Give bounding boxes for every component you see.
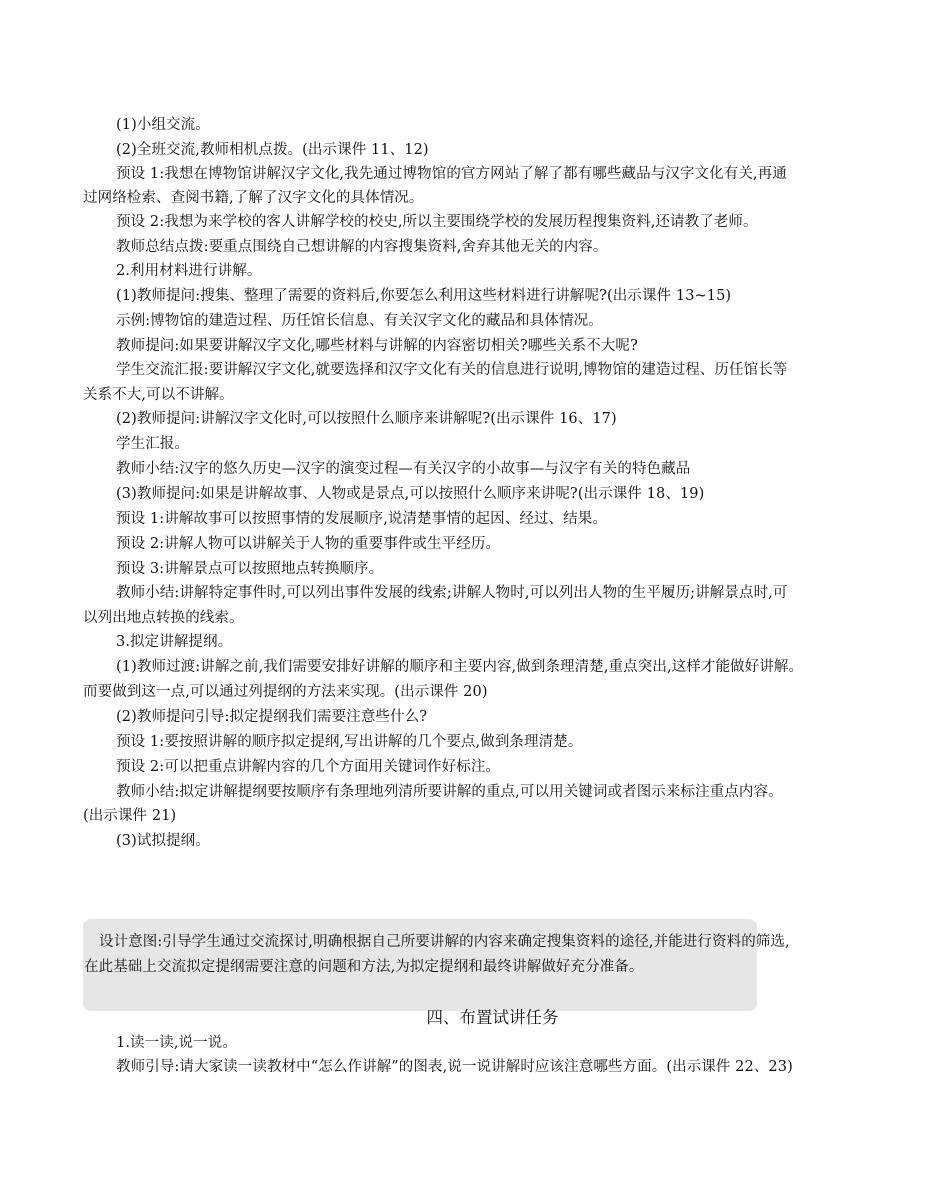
paragraph: (1)小组交流。 xyxy=(116,117,210,133)
paragraph: 教师引导:请大家读一读教材中“怎么作讲解”的图表,说一说讲解时应该注意哪些方面。(出示课件 22、23) xyxy=(116,1059,793,1075)
paragraph: (2)教师提问:讲解汉字文化时,可以按照什么顺序来讲解呢?(出示课件 16、17) xyxy=(116,411,617,427)
paragraph: (2)全班交流,教师相机点拨。(出示课件 11、12) xyxy=(116,142,429,158)
paragraph: 预设 2:可以把重点讲解内容的几个方面用关键词作好标注。 xyxy=(116,759,501,775)
subheading: 2.利用材料进行讲解。 xyxy=(116,263,262,279)
subheading: 3.拟定讲解提纲。 xyxy=(116,634,233,650)
paragraph: 教师小结:汉字的悠久历史—汉字的演变过程—有关汉字的小故事—与汉字有关的特色藏品 xyxy=(116,461,691,477)
paragraph: 预设 2:我想为来学校的客人讲解学校的校史,所以主要围绕学校的发展历程搜集资料,还请教了老师。 xyxy=(116,214,758,230)
paragraph: (1)教师提问:搜集、整理了需要的资料后,你要怎么利用这些材料进行讲解呢?(出示课件 13~15) xyxy=(116,288,732,304)
paragraph: 预设 1:要按照讲解的顺序拟定提纲,写出讲解的几个要点,做到条理清楚。 xyxy=(116,734,583,750)
paragraph: 学生交流汇报:要讲解汉字文化,就要选择和汉字文化有关的信息进行说明,博物馆的建造过程、历任馆长等 xyxy=(116,362,788,378)
paragraph: 教师小结:讲解特定事件时,可以列出事件发展的线索;讲解人物时,可以列出人物的生平履历;讲解景点时,可 xyxy=(116,585,788,601)
paragraph: 教师小结:拟定讲解提纲要按顺序有条理地列清所要讲解的重点,可以用关键词或者图示来标注重点内容。 xyxy=(116,784,783,800)
paragraph: 预设 1:我想在博物馆讲解汉字文化,我先通过博物馆的官方网站了解了都有哪些藏品与汉字文化有关,再通 xyxy=(116,166,787,182)
paragraph-continuation: 而要做到这一点,可以通过列提纲的方法来实现。(出示课件 20) xyxy=(83,684,488,700)
paragraph: (1)教师过渡:讲解之前,我们需要安排好讲解的顺序和主要内容,做到条理清楚,重点突出,这样才能做好讲解。 xyxy=(116,659,804,675)
paragraph: (2)教师提问引导:拟定提纲我们需要注意些什么? xyxy=(116,709,428,725)
paragraph: 学生汇报。 xyxy=(116,436,189,452)
paragraph: 示例:博物馆的建造过程、历任馆长信息、有关汉字文化的藏品和具体情况。 xyxy=(116,313,603,329)
paragraph: 教师总结点拨:要重点围绕自己想讲解的内容搜集资料,舍弃其他无关的内容。 xyxy=(116,239,608,255)
design-intent-text: 设计意图:引导学生通过交流探讨,明确根据自己所要讲解的内容来确定搜集资料的途径,并能进行资料的筛选, xyxy=(99,934,790,950)
subheading: 1.读一读,说一说。 xyxy=(116,1035,237,1051)
paragraph: 预设 1:讲解故事可以按照事情的发展顺序,说清楚事情的起因、经过、结果。 xyxy=(116,511,607,527)
paragraph-continuation: (出示课件 21) xyxy=(83,808,177,824)
paragraph-continuation: 关系不大,可以不讲解。 xyxy=(83,387,234,403)
paragraph: (3)试拟提纲。 xyxy=(116,833,210,849)
paragraph-continuation: 以列出地点转换的线索。 xyxy=(83,610,244,626)
paragraph: 预设 3:讲解景点可以按照地点转换顺序。 xyxy=(116,561,384,577)
paragraph-continuation: 过网络检索、查阅书籍,了解了汉字文化的具体情况。 xyxy=(83,190,424,206)
paragraph: 教师提问:如果要讲解汉字文化,哪些材料与讲解的内容密切相关?哪些关系不大呢? xyxy=(116,338,638,354)
section-heading: 四、布置试讲任务 xyxy=(426,1008,559,1027)
design-intent-text-continuation: 在此基础上交流拟定提纲需要注意的问题和方法,为拟定提纲和最终讲解做好充分准备。 xyxy=(84,959,644,975)
paragraph: 预设 2:讲解人物可以讲解关于人物的重要事件或生平经历。 xyxy=(116,536,501,552)
paragraph: (3)教师提问:如果是讲解故事、人物或是景点,可以按照什么顺序来讲呢?(出示课件 18、19) xyxy=(116,486,705,502)
